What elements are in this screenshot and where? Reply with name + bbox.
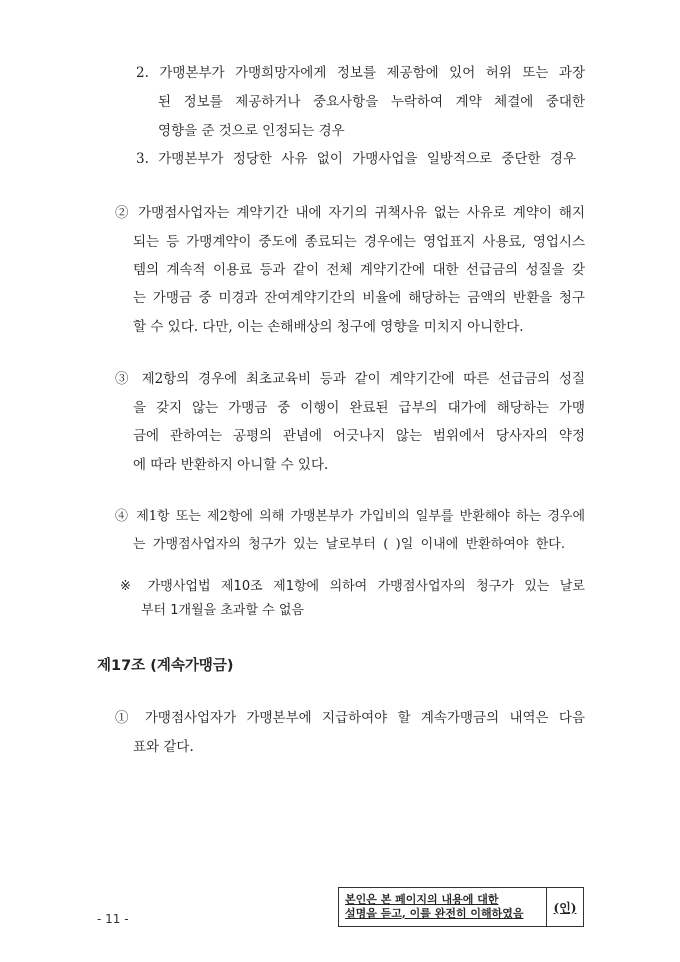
para-3-line-3: 금에 관하여는 공평의 관념에 어긋나지 않는 범위에서 당사자의 약정 — [133, 428, 585, 444]
confirmation-line-1: 본인은 본 페이지의 내용에 대한 — [345, 893, 499, 906]
para-2-line-5: 할 수 있다. 다만, 이는 손해배상의 청구에 영향을 미치지 아니한다. — [133, 319, 524, 335]
confirmation-text — [339, 888, 546, 926]
confirmation-box — [338, 887, 584, 927]
para-2-line-2: 되는 등 가맹계약이 중도에 종료되는 경우에는 영업표지 사용료, 영업시스 — [133, 234, 585, 250]
para-2-line-3: 템의 계속적 이용료 등과 같이 전체 계약기간에 대한 선급금의 성질을 갖 — [133, 262, 585, 278]
para-2-line-1: ② 가맹점사업자는 계약기간 내에 자기의 귀책사유 없는 사유로 계약이 해지 — [115, 205, 585, 221]
para-3-line-4: 에 따라 반환하지 아니할 수 있다. — [133, 457, 329, 473]
para-3-line-2: 을 갖지 않는 가맹금 중 이행이 완료된 급부의 대가에 해당하는 가맹 — [133, 400, 585, 416]
para-4-line-2: 는 가맹점사업자의 청구가 있는 날로부터 ( )일 이내에 반환하여야 한다. — [133, 537, 565, 552]
item-2-line-3: 영향을 준 것으로 인정되는 경우 — [158, 123, 345, 139]
page-number: - 11 - — [97, 912, 129, 926]
item-2-line-1: 2. 가맹본부가 가맹희망자에게 정보를 제공함에 있어 허위 또는 과장 — [136, 65, 585, 81]
note-line-2: 부터 1개월을 초과할 수 없음 — [141, 603, 304, 618]
note-line-1: ※ 가맹사업법 제10조 제1항에 의하여 가맹점사업자의 청구가 있는 날로 — [120, 579, 585, 594]
article-17-line-2: 표와 같다. — [133, 739, 194, 755]
item-3-line-1: 3. 가맹본부가 정당한 사유 없이 가맹사업을 일방적으로 중단한 경우 — [136, 151, 576, 167]
article-17-heading: 제17조 (계속가맹금) — [97, 658, 234, 674]
confirmation-line-2: 설명을 듣고, 이를 완전히 이해하였음 — [345, 907, 524, 920]
seal-mark: (인) — [546, 888, 583, 926]
para-2-line-4: 는 가맹금 중 미경과 잔여계약기간의 비율에 해당하는 금액의 반환을 청구 — [133, 290, 585, 306]
para-3-line-1: ③ 제2항의 경우에 최초교육비 등과 같이 계약기간에 따른 선급금의 성질 — [115, 371, 585, 387]
para-4-line-1: ④ 제1항 또는 제2항에 의해 가맹본부가 가입비의 일부를 반환해야 하는 경우에 — [115, 509, 585, 524]
article-17-line-1: ① 가맹점사업자가 가맹본부에 지급하여야 할 계속가맹금의 내역은 다음 — [115, 710, 585, 726]
item-2-line-2: 된 정보를 제공하거나 중요사항을 누락하여 계약 체결에 중대한 — [158, 94, 585, 110]
